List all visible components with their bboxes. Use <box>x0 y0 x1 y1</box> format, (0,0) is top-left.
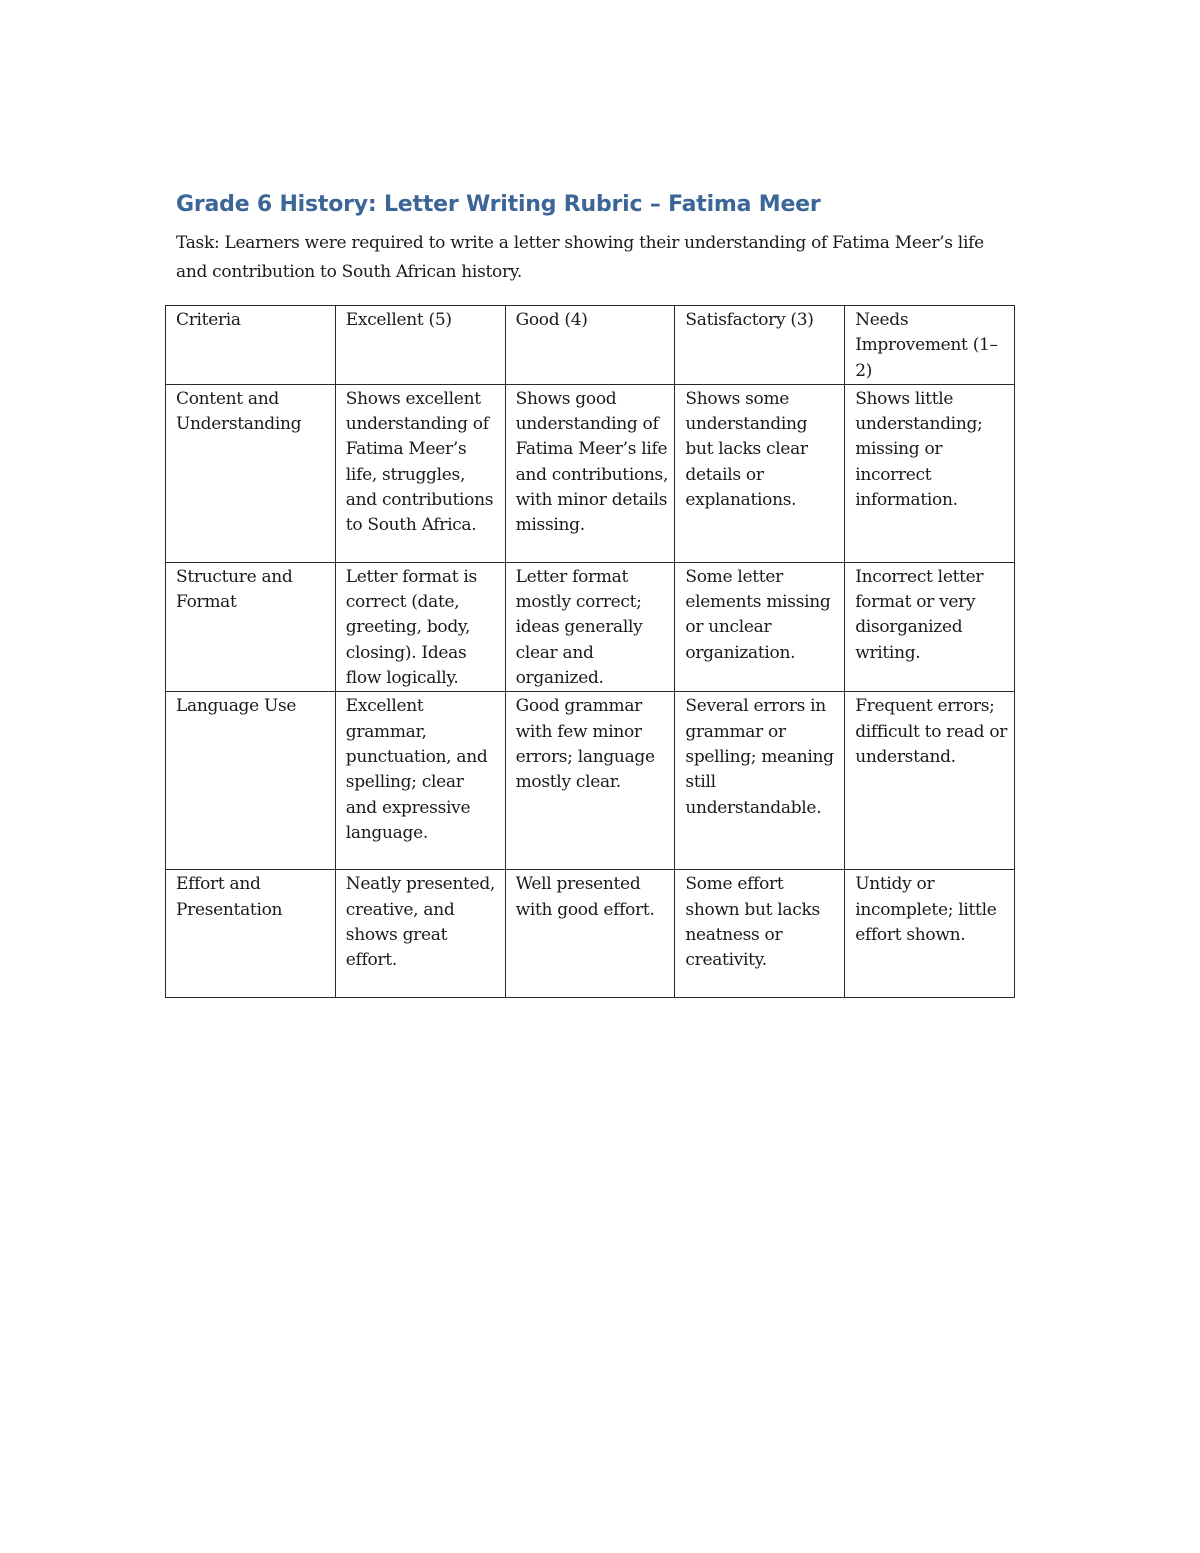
needs-improvement-cell: Incorrect letter format or very disorganized writing. <box>845 562 1015 691</box>
header-satisfactory: Satisfactory (3) <box>675 306 845 385</box>
criteria-cell: Language Use <box>166 692 336 870</box>
excellent-cell: Shows excellent understanding of Fatima Meer’s life, struggles, and contributions to South Africa. <box>335 384 505 562</box>
criteria-cell: Effort and Presentation <box>166 870 336 998</box>
needs-improvement-cell: Untidy or incomplete; little effort shown. <box>845 870 1015 998</box>
good-cell: Good grammar with few minor errors; language mostly clear. <box>505 692 675 870</box>
satisfactory-cell: Some effort shown but lacks neatness or creativity. <box>675 870 845 998</box>
excellent-cell: Letter format is correct (date, greeting, body, closing). Ideas flow logically. <box>335 562 505 691</box>
criteria-cell: Structure and Format <box>166 562 336 691</box>
header-good: Good (4) <box>505 306 675 385</box>
excellent-cell: Excellent grammar, punctuation, and spelling; clear and expressive language. <box>335 692 505 870</box>
task-description: Task: Learners were required to write a letter showing their understanding of Fatima Meer’s life and contribution to South African history. <box>176 233 984 282</box>
good-cell: Shows good understanding of Fatima Meer’s life and contributions, with minor details missing. <box>505 384 675 562</box>
rubric-table <box>165 305 1015 998</box>
page-title: Grade 6 History: Letter Writing Rubric – Fatima Meer <box>176 192 821 217</box>
header-excellent: Excellent (5) <box>335 306 505 385</box>
good-cell: Letter format mostly correct; ideas generally clear and organized. <box>505 562 675 691</box>
needs-improvement-cell: Frequent errors; difficult to read or understand. <box>845 692 1015 870</box>
table-row <box>166 692 1015 870</box>
satisfactory-cell: Shows some understanding but lacks clear details or explanations. <box>675 384 845 562</box>
table-row <box>166 562 1015 691</box>
good-cell: Well presented with good effort. <box>505 870 675 998</box>
header-needs-improvement: Needs Improvement (1–2) <box>845 306 1015 385</box>
satisfactory-cell: Several errors in grammar or spelling; meaning still understandable. <box>675 692 845 870</box>
header-criteria: Criteria <box>166 306 336 385</box>
excellent-cell: Neatly presented, creative, and shows great effort. <box>335 870 505 998</box>
table-row <box>166 384 1015 562</box>
table-header-row <box>166 306 1015 385</box>
needs-improvement-cell: Shows little understanding; missing or incorrect information. <box>845 384 1015 562</box>
table-row <box>166 870 1015 998</box>
criteria-cell: Content and Understanding <box>166 384 336 562</box>
satisfactory-cell: Some letter elements missing or unclear organization. <box>675 562 845 691</box>
